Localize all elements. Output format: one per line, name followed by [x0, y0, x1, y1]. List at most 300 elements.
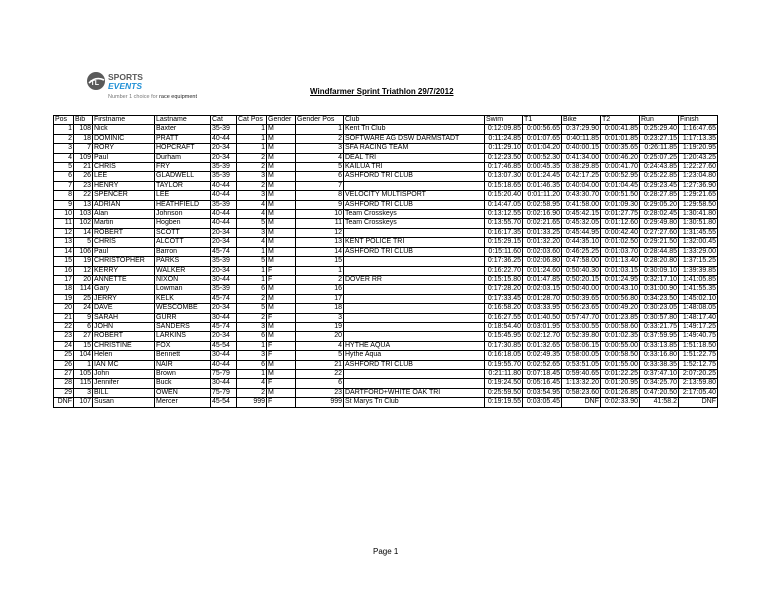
table-cell: 1:19:20.95 [679, 144, 718, 153]
table-cell: 12 [296, 228, 344, 237]
table-cell: 0:01:01.85 [601, 134, 640, 143]
table-cell: 3 [296, 144, 344, 153]
table-cell: 0:11:29.10 [485, 144, 523, 153]
table-cell: 19 [54, 294, 74, 303]
table-cell: 45-74 [211, 322, 237, 331]
table-cell: 3 [54, 144, 74, 153]
table-cell: 0:19:19.55 [485, 398, 523, 407]
table-cell: 0:03:01.95 [523, 322, 562, 331]
table-cell: DNF [54, 398, 74, 407]
table-cell: 0:27:27.60 [640, 228, 679, 237]
results-table [53, 115, 718, 408]
column-header: T2 [601, 116, 640, 125]
table-cell: Mercer [155, 398, 211, 407]
table-cell: M [267, 304, 296, 313]
table-cell: 75-79 [211, 388, 237, 397]
table-cell: 40-44 [211, 219, 237, 228]
table-cell: 0:17:46.85 [485, 163, 523, 172]
table-cell: 1 [237, 125, 267, 134]
table-cell: 41:58.2 [640, 398, 679, 407]
table-cell: 4 [54, 153, 74, 162]
table-cell: 20 [296, 332, 344, 341]
table-cell: 0:40:04.00 [562, 181, 601, 190]
table-cell: 35-39 [211, 172, 237, 181]
table-cell: 25 [54, 351, 74, 360]
table-cell: 108 [74, 125, 93, 134]
table-cell: 26 [54, 360, 74, 369]
table-cell: 1:48:08.05 [679, 304, 718, 313]
table-cell: 0:15:11.60 [485, 247, 523, 256]
table-cell [344, 322, 485, 331]
table-cell: 0:01:20.95 [601, 379, 640, 388]
table-cell: 16 [296, 285, 344, 294]
table-cell: 0:45:44.95 [562, 228, 601, 237]
table-cell: 114 [74, 285, 93, 294]
table-cell: NIXON [155, 275, 211, 284]
table-cell: 0:13:07.30 [485, 172, 523, 181]
table-cell: 1:31:45.55 [679, 228, 718, 237]
table-cell: 0:29:23.45 [640, 181, 679, 190]
table-cell: M [267, 163, 296, 172]
table-cell: Durham [155, 153, 211, 162]
table-cell: FRY [155, 163, 211, 172]
table-cell: 1 [296, 266, 344, 275]
table-cell: 1:45:02.10 [679, 294, 718, 303]
table-cell: TAYLOR [155, 181, 211, 190]
table-cell: 2:13:59.80 [679, 379, 718, 388]
table-cell: HYTHE AQUA [344, 341, 485, 350]
table-cell: 0:16:18.05 [485, 351, 523, 360]
table-cell: 35-39 [211, 125, 237, 134]
table-cell: 6 [54, 172, 74, 181]
table-cell: 0:50:20.15 [562, 275, 601, 284]
table-cell: BILL [93, 388, 155, 397]
table-cell: Buck [155, 379, 211, 388]
table-cell: 45-74 [211, 294, 237, 303]
table-cell: M [267, 369, 296, 378]
table-row [54, 341, 718, 350]
table-cell: 0:28:20.80 [640, 257, 679, 266]
table-row [54, 125, 718, 134]
table-cell: CHRIS [93, 163, 155, 172]
table-cell: 0:00:41.70 [601, 163, 640, 172]
table-cell: 40-44 [211, 191, 237, 200]
table-cell: 0:34:23.50 [640, 294, 679, 303]
table-cell: 0:40:11.85 [562, 134, 601, 143]
table-cell: 4 [237, 210, 267, 219]
table-cell: 9 [296, 200, 344, 209]
table-cell: 0:01:04.45 [601, 181, 640, 190]
table-cell: 2 [296, 275, 344, 284]
table-cell: 0:18:54.40 [485, 322, 523, 331]
table-cell: 1:23:04.80 [679, 172, 718, 181]
table-cell: 0:01:26.85 [601, 388, 640, 397]
table-cell: 9 [74, 313, 93, 322]
table-cell: 1 [237, 134, 267, 143]
table-cell: 2 [237, 388, 267, 397]
table-cell: 18 [54, 285, 74, 294]
table-cell: 0:50:39.65 [562, 294, 601, 303]
table-cell: 14 [54, 247, 74, 256]
table-cell: M [267, 360, 296, 369]
table-cell: 35-39 [211, 200, 237, 209]
table-cell: 0:17:36.25 [485, 257, 523, 266]
table-cell: Barron [155, 247, 211, 256]
table-cell: 0:41:34.00 [562, 153, 601, 162]
table-cell: 3 [74, 388, 93, 397]
table-cell: SFA RACING TEAM [344, 144, 485, 153]
table-cell: GURR [155, 313, 211, 322]
table-cell: 1 [237, 247, 267, 256]
table-cell: 0:42:17.25 [562, 172, 601, 181]
table-cell: F [267, 398, 296, 407]
table-cell: 3 [237, 172, 267, 181]
table-cell [344, 369, 485, 378]
table-cell: JERRY [93, 294, 155, 303]
table-cell: 24 [74, 304, 93, 313]
logo-tagline [108, 94, 197, 100]
table-cell: Lowman [155, 285, 211, 294]
table-cell: 30-44 [211, 275, 237, 284]
table-cell: PARKS [155, 257, 211, 266]
table-cell [344, 181, 485, 190]
table-cell: 11 [54, 219, 74, 228]
column-header: Bike [562, 116, 601, 125]
table-cell: 0:00:41.85 [601, 125, 640, 134]
table-cell: 0:28:44.85 [640, 247, 679, 256]
table-cell: 12 [74, 266, 93, 275]
table-cell: 0:12:23.50 [485, 153, 523, 162]
table-cell: 0:29:21.50 [640, 238, 679, 247]
table-cell: 0:15:15.80 [485, 275, 523, 284]
table-cell: 6 [237, 360, 267, 369]
table-cell: 0:07:18.45 [523, 369, 562, 378]
table-cell: 6 [74, 322, 93, 331]
table-cell: Team Crosskeys [344, 219, 485, 228]
table-cell: 0:44:35.10 [562, 238, 601, 247]
table-cell: 5 [237, 304, 267, 313]
table-cell: 24 [54, 341, 74, 350]
table-cell: 0:02:58.95 [523, 200, 562, 209]
table-cell: 0:59:40.65 [562, 369, 601, 378]
table-cell: 0:01:24.95 [601, 275, 640, 284]
table-cell: 4 [296, 341, 344, 350]
table-cell: 115 [74, 379, 93, 388]
table-cell: 1:51:22.75 [679, 351, 718, 360]
table-cell: Paul [93, 153, 155, 162]
table-cell: 19 [296, 322, 344, 331]
table-cell: 2:17:05.40 [679, 388, 718, 397]
table-cell: DAVE [93, 304, 155, 313]
table-cell: 0:00:56.65 [523, 125, 562, 134]
table-cell: CHRIS [93, 238, 155, 247]
table-cell: 0:29:49.80 [640, 219, 679, 228]
table-cell: 0:16:22.70 [485, 266, 523, 275]
table-cell: Team Crosskeys [344, 210, 485, 219]
table-cell: 1 [237, 369, 267, 378]
table-cell: 4 [237, 379, 267, 388]
table-cell: 0:00:52.95 [601, 172, 640, 181]
table-cell: 0:25:29.40 [640, 125, 679, 134]
table-cell: 21 [74, 163, 93, 172]
table-cell: M [267, 153, 296, 162]
table-cell: SOFTWARE AG DSW DARMSTADT [344, 134, 485, 143]
table-cell: M [267, 210, 296, 219]
table-cell: 1:30:51.80 [679, 219, 718, 228]
table-cell: 999 [237, 398, 267, 407]
table-cell: Paul [93, 247, 155, 256]
table-cell: 15 [296, 257, 344, 266]
table-cell: 2 [237, 294, 267, 303]
table-cell: 0:01:33.25 [523, 228, 562, 237]
table-cell: Baxter [155, 125, 211, 134]
table-cell: 1:27:36.90 [679, 181, 718, 190]
table-cell: 1:29:58.50 [679, 200, 718, 209]
table-cell: M [267, 228, 296, 237]
table-cell: 0:02:03.60 [523, 247, 562, 256]
table-cell: 0:00:51.50 [601, 191, 640, 200]
table-cell: 0:01:11.20 [523, 191, 562, 200]
table-cell: 13 [54, 238, 74, 247]
table-cell: 0:30:57.80 [640, 313, 679, 322]
table-cell: 0:58:23.60 [562, 388, 601, 397]
table-cell: 0:16:58.20 [485, 304, 523, 313]
table-cell: 0:33:21.75 [640, 322, 679, 331]
table-cell: 106 [74, 247, 93, 256]
table-row [54, 257, 718, 266]
table-row [54, 191, 718, 200]
table-cell: 0:16:17.35 [485, 228, 523, 237]
table-cell: DNF [679, 398, 718, 407]
table-cell: ANNETTE [93, 275, 155, 284]
table-cell: 23 [54, 332, 74, 341]
table-cell: 0:00:35.65 [601, 144, 640, 153]
table-cell: 0:00:43.10 [601, 285, 640, 294]
table-cell: 0:02:12.70 [523, 332, 562, 341]
table-cell: DARTFORD+WHITE OAK TRI [344, 388, 485, 397]
table-cell: 1:48:17.40 [679, 313, 718, 322]
table-cell: St Marys Tri Club [344, 398, 485, 407]
table-cell: M [267, 285, 296, 294]
table-cell: 20 [54, 304, 74, 313]
table-cell: Nick [93, 125, 155, 134]
table-cell: 75-79 [211, 369, 237, 378]
table-cell: 0:19:24.50 [485, 379, 523, 388]
table-row [54, 153, 718, 162]
table-cell: LEE [93, 172, 155, 181]
table-cell: 40-44 [211, 134, 237, 143]
table-cell: 103 [74, 210, 93, 219]
table-cell: 20-34 [211, 266, 237, 275]
table-row [54, 228, 718, 237]
table-row [54, 181, 718, 190]
table-cell: 0:02:06.80 [523, 257, 562, 266]
table-cell: 8 [54, 191, 74, 200]
table-cell: 45-54 [211, 398, 237, 407]
table-cell: 0:01:27.75 [601, 210, 640, 219]
table-cell: 2 [237, 163, 267, 172]
table-cell: 7 [54, 181, 74, 190]
table-cell: VELOCITY MULTISPORT [344, 191, 485, 200]
table-cell: 5 [74, 238, 93, 247]
table-cell: M [267, 219, 296, 228]
table-cell: 4 [237, 238, 267, 247]
table-row [54, 210, 718, 219]
table-cell: 0:00:49.20 [601, 304, 640, 313]
table-cell: 0:45:42.15 [562, 210, 601, 219]
table-cell: 20-34 [211, 153, 237, 162]
table-cell: 0:01:28.70 [523, 294, 562, 303]
table-cell: 0:25:22.85 [640, 172, 679, 181]
table-cell: 0:25:59.50 [485, 388, 523, 397]
table-cell: 0:29:05.20 [640, 200, 679, 209]
table-cell: 20-34 [211, 304, 237, 313]
table-cell: Hogben [155, 219, 211, 228]
table-cell: 0:01:09.30 [601, 200, 640, 209]
table-cell: KENT POLICE TRI [344, 238, 485, 247]
table-cell: 0:31:00.90 [640, 285, 679, 294]
table-cell: M [267, 144, 296, 153]
table-cell: 20-34 [211, 144, 237, 153]
table-cell: HEATHFIELD [155, 200, 211, 209]
table-cell [344, 228, 485, 237]
table-cell: 0:01:13.40 [601, 257, 640, 266]
table-cell: 6 [296, 379, 344, 388]
table-cell: CHRISTINE [93, 341, 155, 350]
table-cell: 15 [74, 341, 93, 350]
table-cell: 5 [296, 351, 344, 360]
table-cell: WESCOMBE [155, 304, 211, 313]
sports-events-logo [86, 70, 226, 106]
table-cell: 15 [54, 257, 74, 266]
table-cell: 0:01:24.45 [523, 172, 562, 181]
table-cell: 0:32:17.10 [640, 275, 679, 284]
table-cell: 0:01:12.60 [601, 219, 640, 228]
table-cell: 19 [74, 257, 93, 266]
table-row [54, 200, 718, 209]
table-cell: SPENCER [93, 191, 155, 200]
logo-mark [86, 70, 226, 94]
table-cell: 0:56:23.65 [562, 304, 601, 313]
column-header: Run [640, 116, 679, 125]
table-cell: 20 [74, 275, 93, 284]
table-cell: M [267, 388, 296, 397]
table-cell: 35-39 [211, 163, 237, 172]
column-header: Firstname [93, 116, 155, 125]
table-cell: 0:01:02.35 [601, 332, 640, 341]
table-cell: OWEN [155, 388, 211, 397]
table-cell: 0:00:46.20 [601, 153, 640, 162]
table-cell: 0:21:11.80 [485, 369, 523, 378]
table-cell: 5 [54, 163, 74, 172]
table-cell: Johnson [155, 210, 211, 219]
table-cell: ASHFORD TRI CLUB [344, 172, 485, 181]
table-cell [344, 379, 485, 388]
table-cell: 0:01:55.00 [601, 360, 640, 369]
table-cell: 107 [74, 398, 93, 407]
table-cell: F [267, 341, 296, 350]
table-row [54, 294, 718, 303]
table-cell: 40-44 [211, 181, 237, 190]
table-cell: 4 [296, 153, 344, 162]
table-cell: 17 [296, 294, 344, 303]
column-header: Swim [485, 116, 523, 125]
column-header: Finish [679, 116, 718, 125]
table-cell: 105 [74, 369, 93, 378]
table-cell: 0:00:52.30 [523, 153, 562, 162]
svg-text:SPORTS: SPORTS [108, 72, 143, 82]
column-header: Gender [267, 116, 296, 125]
table-cell: 20-34 [211, 238, 237, 247]
table-cell: 0:19:55.70 [485, 360, 523, 369]
table-cell: 30-44 [211, 379, 237, 388]
column-header: Gender Pos [296, 116, 344, 125]
table-cell: 1:52:12.75 [679, 360, 718, 369]
table-cell: NAIR [155, 360, 211, 369]
table-cell: M [267, 322, 296, 331]
table-cell: ASHFORD TRI CLUB [344, 360, 485, 369]
table-cell: 1 [74, 360, 93, 369]
table-cell: 0:00:42.40 [601, 228, 640, 237]
table-cell: 0:53:00.55 [562, 322, 601, 331]
table-cell: 26 [74, 172, 93, 181]
table-row [54, 388, 718, 397]
table-cell: 5 [296, 163, 344, 172]
table-cell: 0:15:29.15 [485, 238, 523, 247]
table-cell: 6 [237, 332, 267, 341]
table-cell: 0:15:45.95 [485, 332, 523, 341]
table-cell: 18 [74, 134, 93, 143]
table-cell: 1:33:29.00 [679, 247, 718, 256]
table-cell: 1:49:40.75 [679, 332, 718, 341]
table-cell: 0:01:22.25 [601, 369, 640, 378]
table-cell: 40-44 [211, 210, 237, 219]
table-cell: F [267, 275, 296, 284]
page-number: Page 1 [373, 547, 399, 556]
table-cell: 40-44 [211, 360, 237, 369]
table-row [54, 275, 718, 284]
column-header: T1 [523, 116, 562, 125]
table-cell: 30-44 [211, 351, 237, 360]
table-cell: 13 [296, 238, 344, 247]
table-cell: 0:33:38.35 [640, 360, 679, 369]
table-cell: 0:02:33.90 [601, 398, 640, 407]
table-cell: 0:13:12.55 [485, 210, 523, 219]
table-cell: ROBERT [93, 332, 155, 341]
table-cell: 0:28:02.45 [640, 210, 679, 219]
table-cell: 16 [54, 266, 74, 275]
table-cell: 0:01:46.35 [523, 181, 562, 190]
table-cell: 3 [296, 313, 344, 322]
table-cell: DOVER RR [344, 275, 485, 284]
table-cell: 0:00:58.50 [601, 351, 640, 360]
table-cell: 0:58:00.05 [562, 351, 601, 360]
table-row [54, 144, 718, 153]
table-cell: 0:01:07.65 [523, 134, 562, 143]
table-cell [344, 304, 485, 313]
table-cell: 0:01:40.50 [523, 313, 562, 322]
table-row [54, 351, 718, 360]
table-cell: 27 [74, 332, 93, 341]
table-row [54, 332, 718, 341]
table-cell: 13 [74, 200, 93, 209]
table-cell: 0:01:03.15 [601, 266, 640, 275]
table-row [54, 134, 718, 143]
table-cell: 0:28:27.85 [640, 191, 679, 200]
table-cell: 109 [74, 153, 93, 162]
table-cell: 7 [296, 181, 344, 190]
table-row [54, 172, 718, 181]
